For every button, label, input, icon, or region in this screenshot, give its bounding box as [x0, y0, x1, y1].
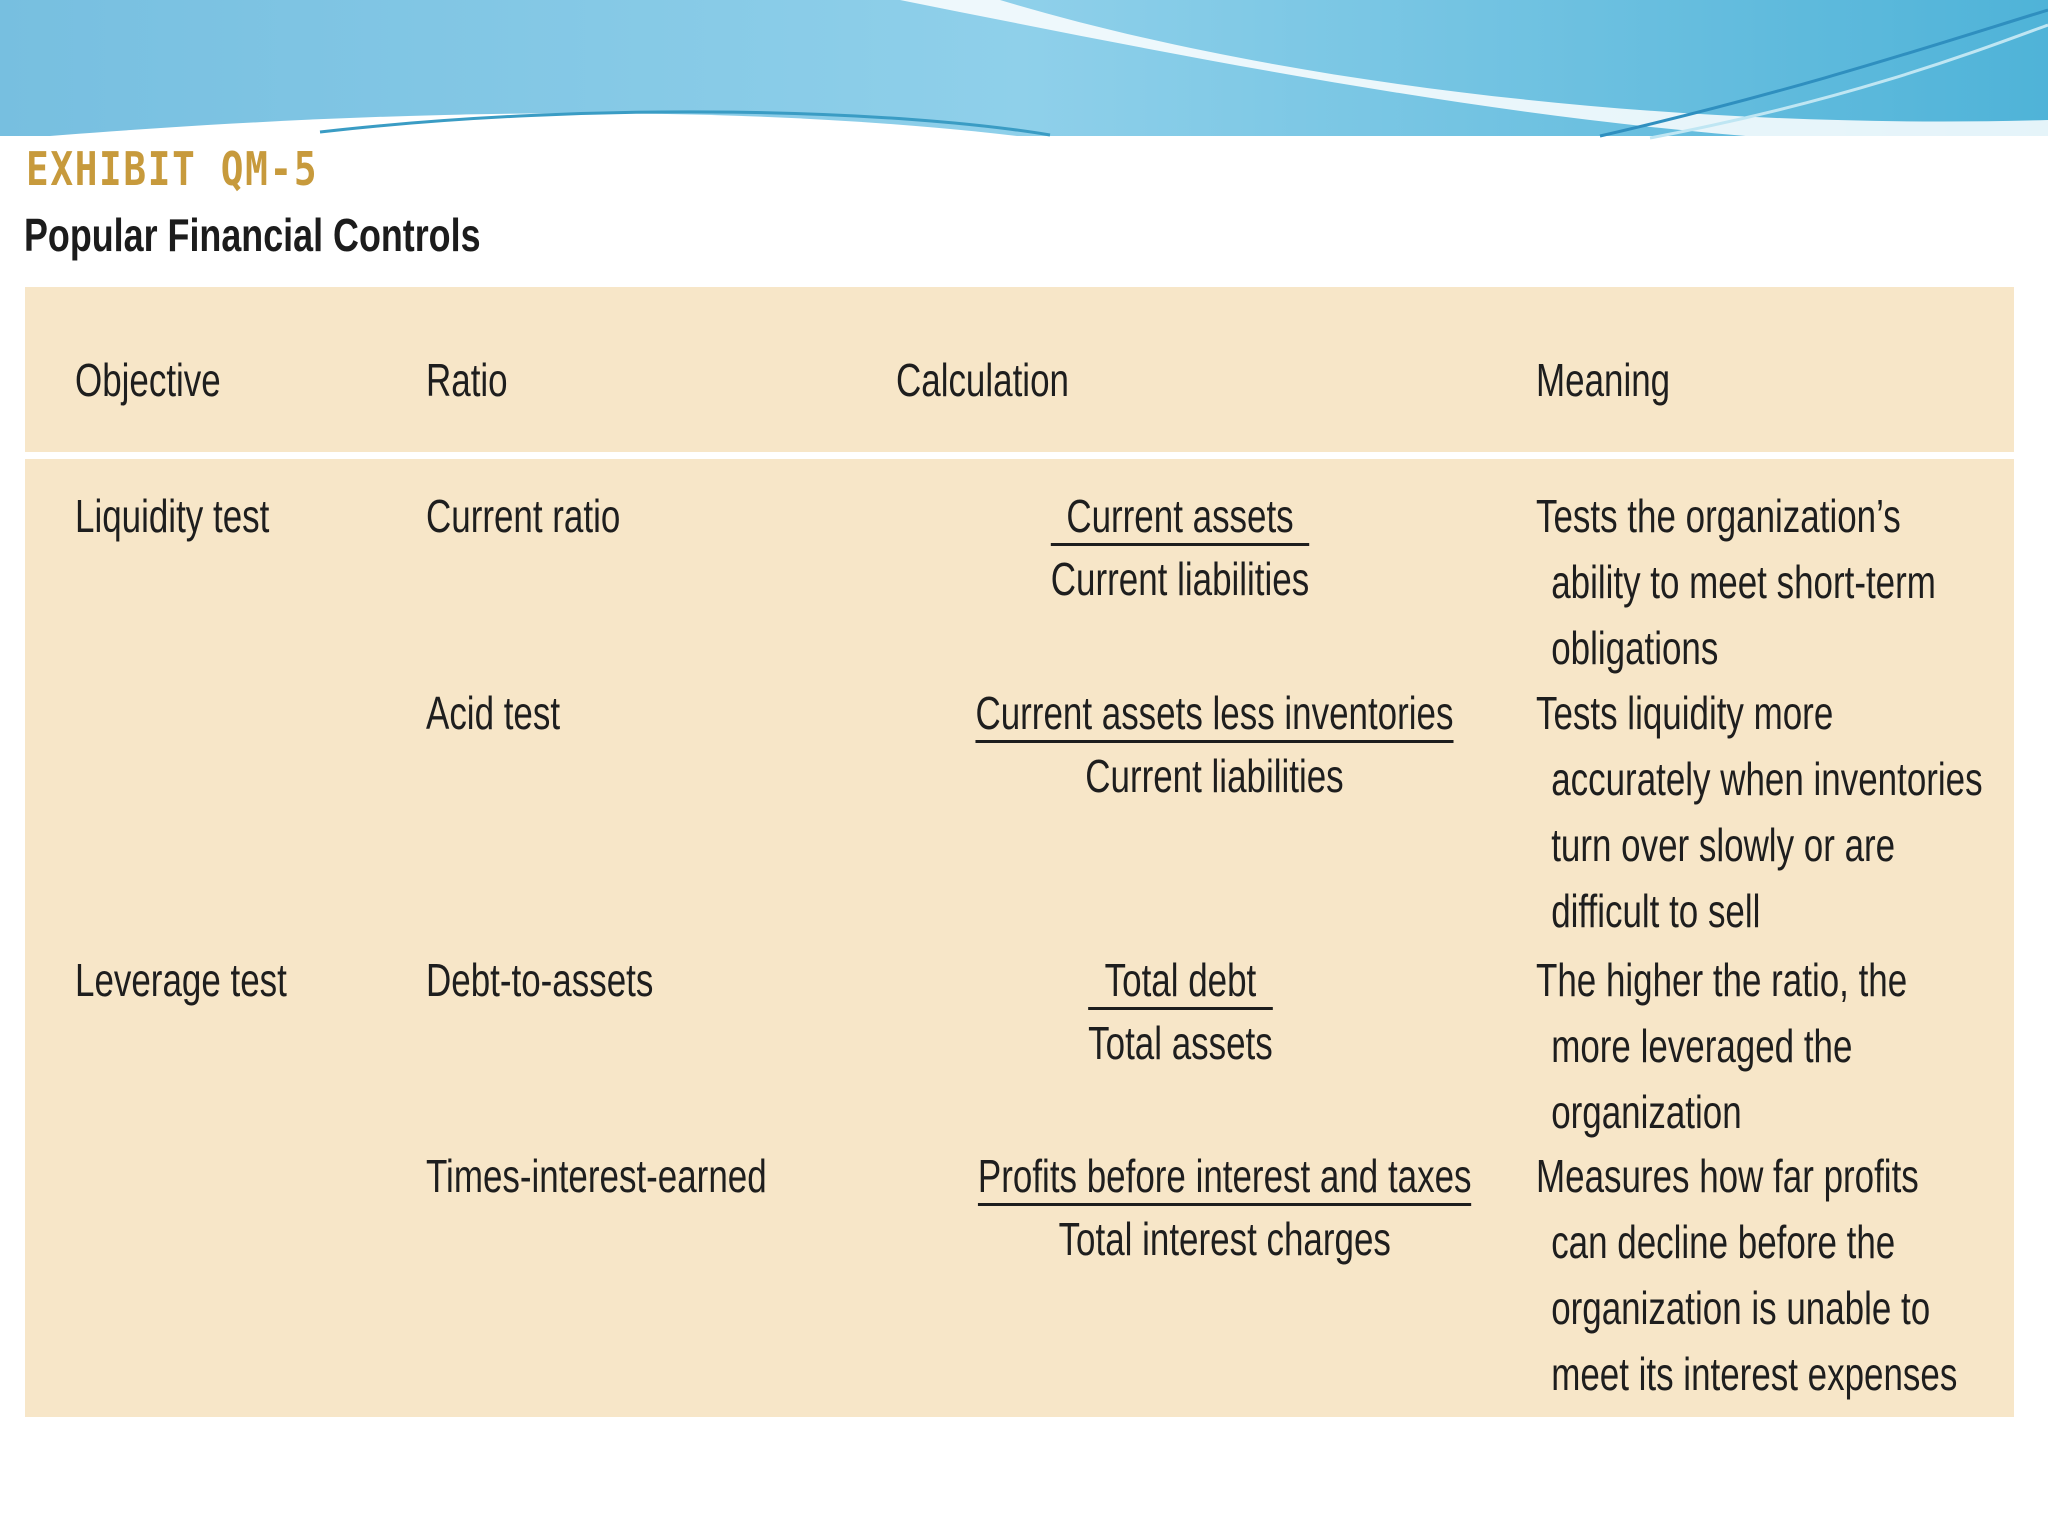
row-2-numerator: Current assets less inventories — [975, 687, 1454, 739]
row-1-numerator: Current assets — [1066, 490, 1295, 542]
financial-controls-table — [25, 287, 2014, 1417]
row-2-meaning-line-3: turn over slowly or are — [1551, 819, 1896, 871]
row-2-denominator: Current liabilities — [1085, 750, 1344, 802]
header-divider — [25, 452, 2014, 459]
row-2-ratio: Acid test — [426, 687, 561, 739]
row-4-calculation — [900, 1143, 1472, 1272]
row-1-calculation — [900, 483, 1461, 612]
row-2-meaning-line-4: difficult to sell — [1551, 885, 1761, 937]
row-3-meaning-line-1: The higher the ratio, the — [1536, 954, 1908, 1006]
row-3-meaning — [1536, 947, 1907, 1145]
row-1-meaning-line-1: Tests the organization’s — [1536, 490, 1901, 542]
exhibit-label: EXHIBIT QM-5 — [26, 142, 319, 196]
row-4-numerator: Profits before interest and taxes — [977, 1150, 1472, 1202]
header-objective: Objective — [75, 354, 221, 406]
row-1-denominator: Current liabilities — [1051, 553, 1310, 605]
row-1-objective: Liquidity test — [75, 490, 270, 542]
row-2-meaning — [1536, 680, 1983, 944]
row-4-ratio: Times-interest-earned — [426, 1150, 767, 1202]
row-1-meaning-line-3: obligations — [1551, 622, 1719, 674]
row-2-calculation — [900, 680, 1461, 809]
table-header-row — [25, 287, 2014, 452]
row-4-meaning-line-1: Measures how far profits — [1536, 1150, 1919, 1202]
header-ratio: Ratio — [426, 354, 508, 406]
header-meaning: Meaning — [1536, 354, 1671, 406]
row-4-denominator: Total interest charges — [1058, 1213, 1391, 1265]
row-3-meaning-line-2: more leveraged the — [1551, 1020, 1853, 1072]
row-3-denominator: Total assets — [1088, 1017, 1273, 1069]
row-2-meaning-line-1: Tests liquidity more — [1536, 687, 1834, 739]
row-1-meaning — [1536, 483, 1936, 681]
row-3-ratio: Debt-to-assets — [426, 954, 654, 1006]
row-4-meaning-line-4: meet its interest expenses — [1551, 1348, 1958, 1400]
row-2-meaning-line-2: accurately when inventories — [1551, 753, 1983, 805]
row-3-calculation — [900, 947, 1461, 1076]
row-4-meaning-line-3: organization is unable to — [1551, 1282, 1931, 1334]
row-1-meaning-line-2: ability to meet short-term — [1551, 556, 1936, 608]
row-3-objective: Leverage test — [75, 954, 287, 1006]
row-4-meaning-line-2: can decline before the — [1551, 1216, 1896, 1268]
row-4-meaning — [1536, 1143, 1957, 1407]
row-1-ratio: Current ratio — [426, 490, 621, 542]
header-calculation: Calculation — [896, 354, 1069, 406]
exhibit-title: Popular Financial Controls — [24, 209, 481, 261]
decorative-banner — [0, 0, 2048, 140]
row-3-numerator: Total debt — [1104, 954, 1257, 1006]
row-3-meaning-line-3: organization — [1551, 1086, 1742, 1138]
